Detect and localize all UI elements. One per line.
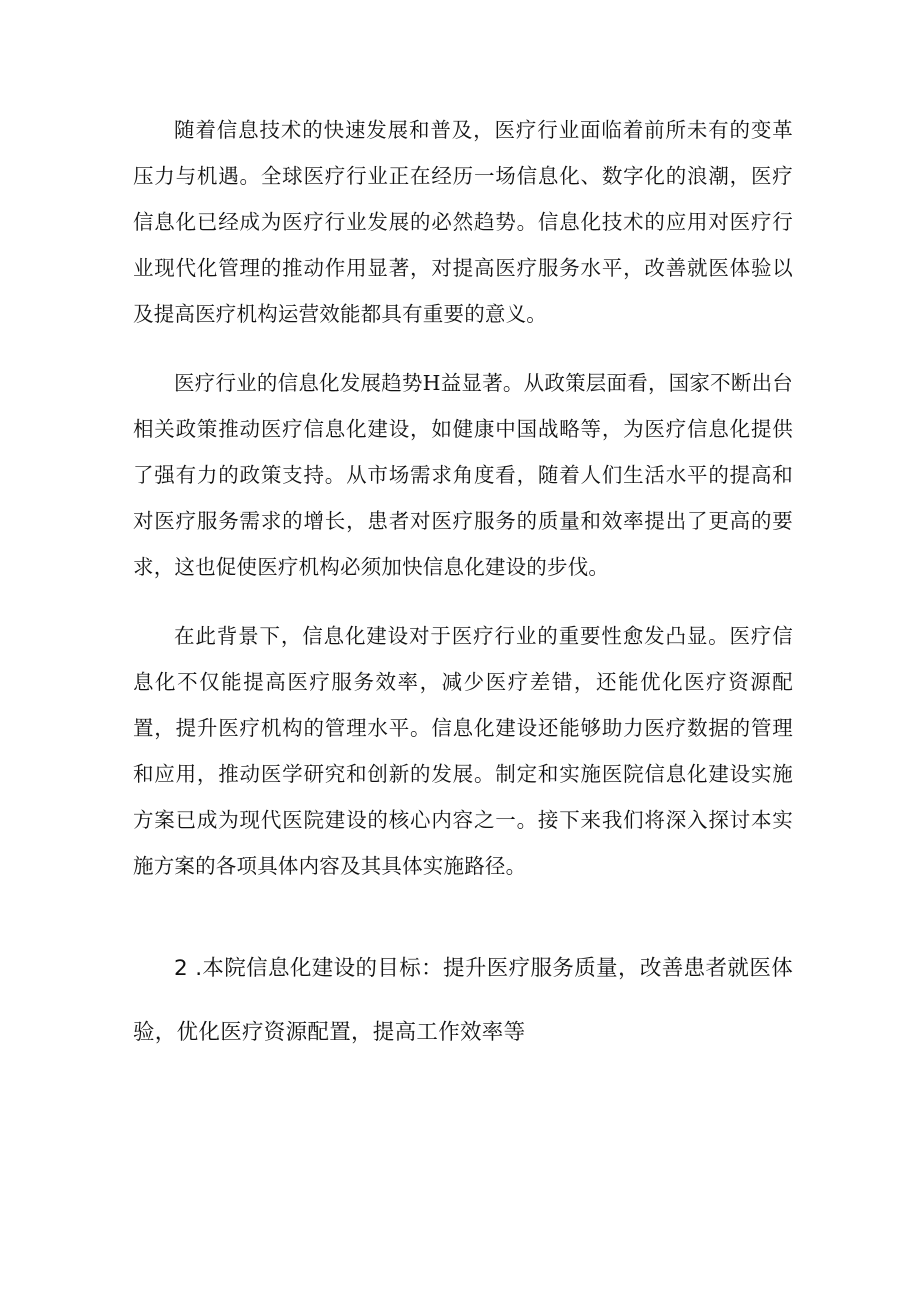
paragraph-importance: 在此背景下，信息化建设对于医疗行业的重要性愈发凸显。医疗信息化不仅能提高医疗服务效率，减少医疗差错，还能优化医疗资源配置，提升医疗机构的管理水平。信息化建设还能够助力医疗数据的管理和应用，推动医学研究和创新的发展。制定和实施医院信息化建设实施方案已成为现代医院建设的核心内容之一。接下来我们将深入探讨本实施方案的各项具体内容及其具体实施路径。 (133, 624, 793, 878)
section-heading-goals: 2 .本院信息化建设的目标：提升医疗服务质量，改善患者就医体验，优化医疗资源配置，提高工作效率等 (133, 956, 793, 1045)
paragraph-background: 随着信息技术的快速发展和普及，医疗行业面临着前所未有的变革压力与机遇。全球医疗行业正在经历一场信息化、数字化的浪潮，医疗信息化已经成为医疗行业发展的必然趋势。信息化技术的应用对医疗行业现代化管理的推动作用显著，对提高医疗服务水平，改善就医体验以及提高医疗机构运营效能都具有重要的意义。 (133, 118, 793, 326)
document-body (133, 107, 793, 1065)
paragraph-trend: 医疗行业的信息化发展趋势H益显著。从政策层面看，国家不断出台相关政策推动医疗信息化建设，如健康中国战略等，为医疗信息化提供了强有力的政策支持。从市场需求角度看，随着人们生活水平的提高和对医疗服务需求的增长，患者对医疗服务的质量和效率提出了更高的要求，这也促使医疗机构必须加快信息化建设的步伐。 (133, 371, 793, 579)
